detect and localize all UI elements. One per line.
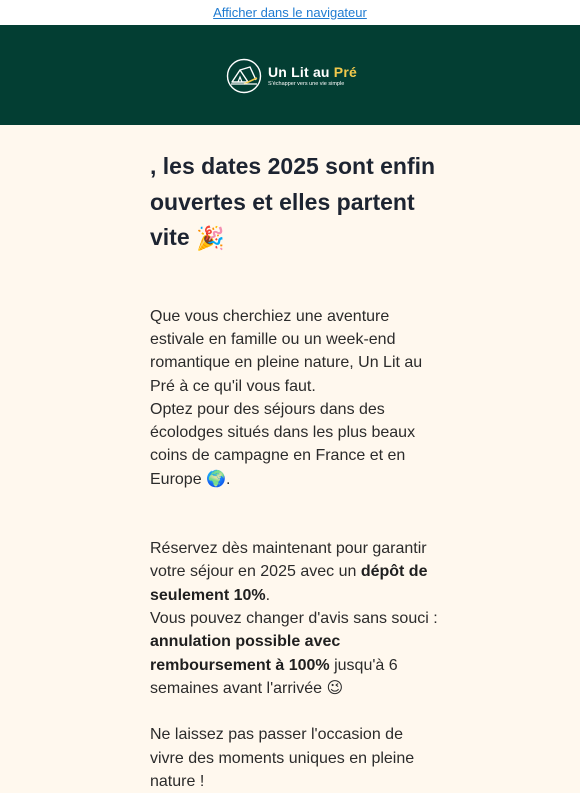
logo-name-main: Un Lit au [268, 64, 330, 80]
logo-name [268, 64, 357, 80]
deposit-highlight: dépôt de seulement 10% [150, 563, 428, 604]
booking-part4: jusqu'à 6 semaines avant l'arrivée [150, 656, 398, 697]
intro-paragraph [150, 305, 440, 491]
email-body [150, 125, 440, 793]
tent-circle-logo-icon [226, 58, 262, 94]
headline-text: , les dates 2025 sont enfin ouvertes et elles partent vite [150, 153, 436, 250]
intro-tail: . [225, 470, 231, 488]
refund-highlight: annulation possible avec remboursement à 100% [150, 633, 341, 674]
party-popper-icon: 🎉 [196, 225, 225, 252]
globe-icon: 🌍 [206, 470, 226, 488]
closing-paragraph: Ne laissez pas passer l'occasion de vivre des moments uniques en pleine nature ! [150, 726, 415, 790]
booking-part2: . [265, 586, 271, 604]
browser-view-bar [0, 0, 580, 25]
email-header [0, 25, 580, 125]
logo-text-block [268, 64, 357, 88]
booking-part1: Réservez dès maintenant pour garantir votre séjour en 2025 avec un [150, 540, 427, 581]
wink-face-icon: 😉 [326, 680, 344, 698]
intro-line-b: Optez pour des séjours dans des écolodges situés dans les plus beaux coins de campagne en France et en Europe [150, 400, 416, 488]
logo-tagline: S'échapper vers une vie simple [268, 81, 345, 87]
booking-part3: Vous pouvez changer d'avis sans souci : [150, 610, 438, 628]
booking-paragraph [150, 537, 440, 700]
brand-logo[interactable] [226, 57, 366, 95]
intro-line-a: Que vous cherchiez une aventure estivale en famille ou un week-end romantique en pleine nature, Un Lit au Pré à ce qu'il vous faut. [150, 307, 423, 395]
view-in-browser-link[interactable]: Afficher dans le navigateur [213, 5, 367, 20]
headline [150, 149, 440, 257]
logo-name-accent: Pré [333, 64, 357, 80]
